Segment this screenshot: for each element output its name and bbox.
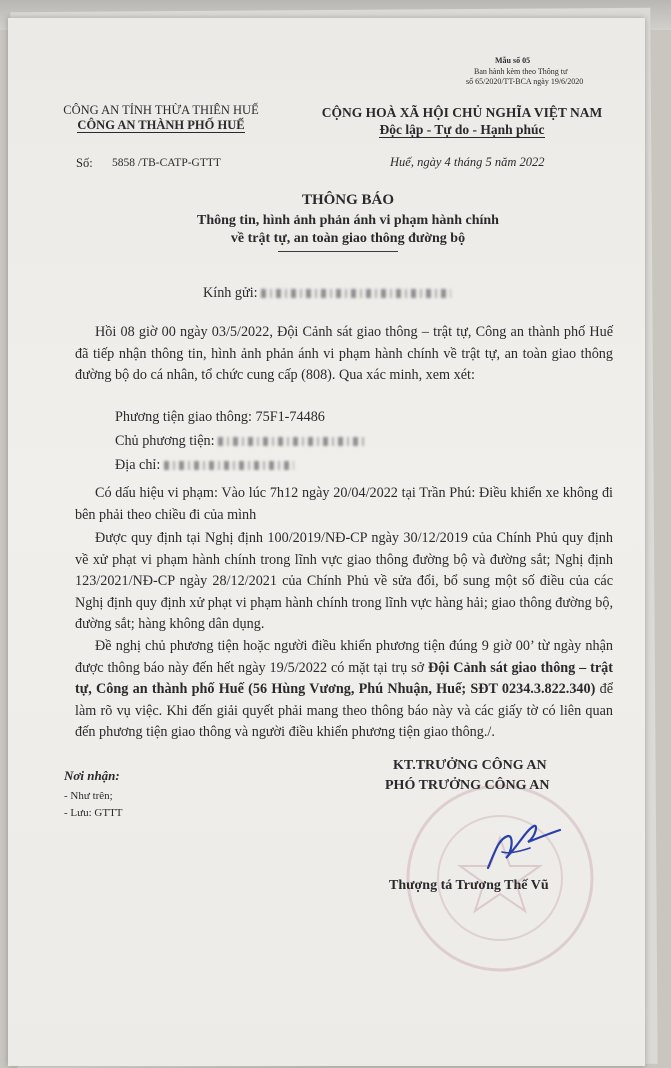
national-motto: Độc lập - Tự do - Hạnh phúc [379,122,545,137]
recipient-item-2: - Lưu: GTTT [64,807,123,819]
redacted-owner [218,437,368,446]
form-number: Mẫu số 05 [495,56,531,65]
paragraph-request: Đề nghị chủ phương tiện hoặc người điều khiển phương tiện đúng 9 giờ 00’ từ ngày nhận được thông báo này đến hết ngày 19/5/2022 có mặt tại trụ sở Đội Cảnh sát giao thông – trật tự, Công an thành phố Huế (56 Hùng Vương, Phú Nhuận, Huế; SĐT 0234.3.822.340) để làm rõ vụ việc. Khi đến giải quyết phải mang theo thông báo này và các giấy tờ có liên quan đến phương tiện giao thông và người điều khiển phương tiện giao thông./. [75,638,613,740]
signer-title-1: KT.TRƯỞNG CÔNG AN [393,758,547,773]
agency-name: CÔNG AN THÀNH PHỐ HUẾ [77,118,245,132]
redacted-address [164,461,294,470]
signer-name: Thượng tá Trương Thế Vũ [389,878,549,893]
title-divider [278,251,398,252]
redacted-name [261,289,451,298]
recipient-label: Kính gửi: [203,285,258,301]
document-subtitle-1: Thông tin, hình ảnh phản ánh vi phạm hành chính [197,213,499,228]
national-title: CỘNG HOÀ XÃ HỘI CHỦ NGHĨA VIỆT NAM [321,105,603,120]
handwritten-signature [478,808,568,878]
address-label: Địa chỉ: [115,457,161,473]
form-circular-line: số 65/2020/TT-BCA ngày 19/6/2020 [466,77,584,86]
agency-parent: CÔNG AN TỈNH THỪA THIÊN HUẾ [63,103,259,117]
paragraph-violation: Có dấu hiệu vi phạm: Vào lúc 7h12 ngày 20/04/2022 tại Trần Phú: Điều khiển xe không đi bên phải theo chiều đi của mình [75,485,613,523]
address-line [115,457,294,474]
signer-title-2: PHÓ TRƯỞNG CÔNG AN [385,778,550,793]
paragraph-intro: Hồi 08 giờ 00 ngày 03/5/2022, Đội Cảnh sát giao thông – trật tự, Công an thành phố Huế đã tiếp nhận thông tin, hình ảnh phản ánh vi phạm hành chính về trật tự, an toàn giao thông đường bộ do cá nhân, tổ chức cung cấp (808). Qua xác minh, xem xét: [75,324,613,383]
vehicle-plate: Phương tiện giao thông: 75F1-74486 [115,409,325,425]
document-subtitle-2: về trật tự, an toàn giao thông đường bộ [230,231,466,246]
recipient-item-1: - Như trên; [64,790,113,802]
recipients-heading: Nơi nhận: [64,768,120,783]
document-page [8,18,645,1066]
owner-line [115,433,368,450]
document-title: THÔNG BÁO [301,192,395,208]
document-date: Huế, ngày 4 tháng 5 năm 2022 [390,155,545,169]
form-issued-line: Ban hành kèm theo Thông tư [474,67,568,76]
document-number-label: Số: [76,156,93,170]
recipient-line [203,285,451,302]
document-number: 5858 /TB-CATP-GTTT [112,157,221,169]
paragraph-regulation: Được quy định tại Nghị định 100/2019/NĐ-CP ngày 30/12/2019 của Chính Phủ quy định về xử phạt vi phạm hành chính trong lĩnh vực giao thông đường bộ và đường sắt; Nghị định 123/2021/NĐ-CP ngày 28/12/2021 của Chính Phủ về sửa đổi, bổ sung một số điều của các Nghị định quy định xử phạt vi phạm hành chính trong lĩnh vực hàng hải; giao thông đường bộ, đường sắt; hàng không dân dụng. [75,530,613,632]
owner-label: Chủ phương tiện: [115,433,215,449]
